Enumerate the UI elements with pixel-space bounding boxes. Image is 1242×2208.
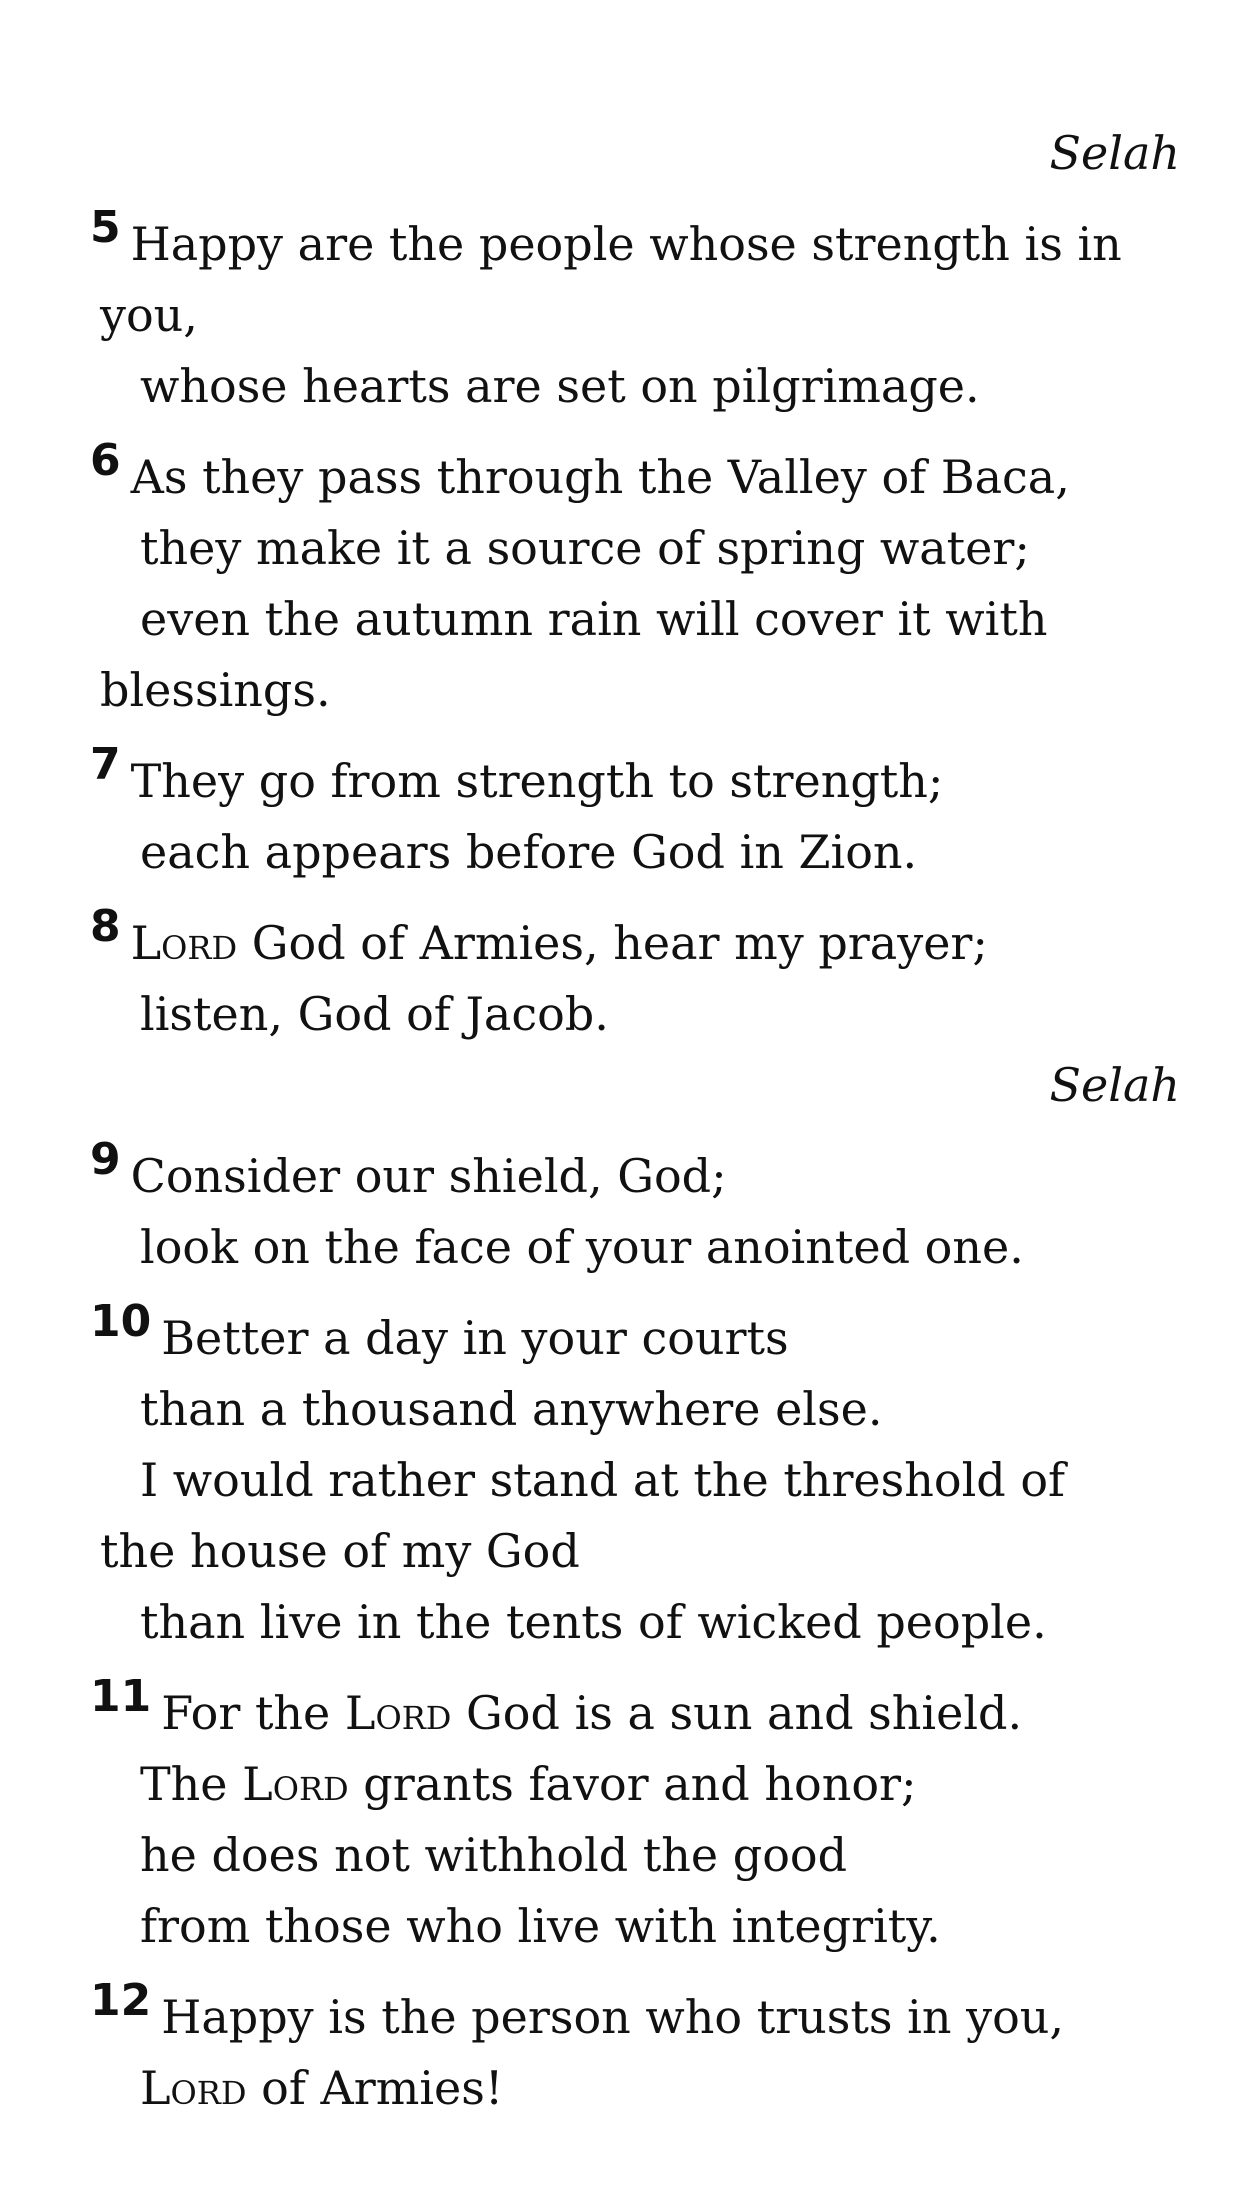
selah-middle: Selah	[1049, 1058, 1180, 1112]
verse-12-text-2: of Armies!	[246, 2061, 504, 2115]
verse-11-line-4: from those who live with integrity.	[140, 1899, 941, 1953]
lord-small-caps: Lord	[130, 916, 238, 970]
verse-11-text-2b: grants favor and honor;	[348, 1757, 917, 1811]
verse-number-9: 9	[90, 1134, 121, 1185]
verse-number-8: 8	[90, 901, 121, 952]
verse-number-10: 10	[90, 1296, 152, 1347]
verse-number-12: 12	[90, 1975, 152, 2026]
lord-small-caps: Lord	[242, 1757, 349, 1811]
verse-6-line-3b: blessings.	[100, 663, 331, 717]
verse-8-line-1	[90, 901, 1180, 979]
verse-12-line-1	[90, 1975, 1180, 2053]
verse-11-line-1	[90, 1671, 1180, 1749]
verse-11-text-1a: For the	[161, 1686, 345, 1740]
lord-small-caps: Lord	[140, 2061, 247, 2115]
verse-10-line-1	[90, 1296, 1180, 1374]
verse-5-text-1: Happy are the people whose strength is in	[130, 217, 1122, 271]
verse-7-line-2: each appears before God in Zion.	[140, 825, 918, 879]
verse-7-line-1	[90, 739, 1180, 817]
verse-number-7: 7	[90, 739, 121, 790]
verse-9-text-1: Consider our shield, God;	[130, 1149, 727, 1203]
verse-8-line-2: listen, God of Jacob.	[140, 987, 609, 1041]
verse-10-line-3: I would rather stand at the threshold of	[140, 1453, 1066, 1507]
verse-6-text-1: As they pass through the Valley of Baca,	[130, 450, 1070, 504]
verse-9-line-2: look on the face of your anointed one.	[140, 1220, 1024, 1274]
verse-5-line-2: whose hearts are set on pilgrimage.	[140, 359, 980, 413]
verse-11-text-2a: The	[140, 1757, 243, 1811]
verse-11-line-2	[90, 1749, 1180, 1820]
verse-10-line-2: than a thousand anywhere else.	[140, 1382, 883, 1436]
verse-7-text-1: They go from strength to strength;	[130, 754, 944, 808]
verse-10-line-3b: the house of my God	[100, 1524, 580, 1578]
psalm-text	[90, 118, 1180, 2124]
verse-11-text-1b: God is a sun and shield.	[451, 1686, 1023, 1740]
verse-number-5: 5	[90, 202, 121, 253]
verse-6-line-2: they make it a source of spring water;	[140, 521, 1030, 575]
verse-6-line-1	[90, 435, 1180, 513]
verse-number-6: 6	[90, 435, 121, 486]
verse-12-line-2	[90, 2053, 1180, 2124]
verse-10-text-1: Better a day in your courts	[161, 1311, 789, 1365]
verse-11-line-3: he does not withhold the good	[140, 1828, 848, 1882]
lord-small-caps: Lord	[344, 1686, 452, 1740]
verse-5-line-1b: you,	[100, 288, 198, 342]
verse-number-11: 11	[90, 1671, 152, 1722]
selah-top: Selah	[1049, 126, 1180, 180]
verse-12-text-1: Happy is the person who trusts in you,	[161, 1990, 1065, 2044]
verse-8-text-1: God of Armies, hear my prayer;	[237, 916, 988, 970]
verse-9-line-1	[90, 1134, 1180, 1212]
verse-10-line-4: than live in the tents of wicked people.	[140, 1595, 1047, 1649]
verse-5-line-1	[90, 202, 1180, 280]
verse-6-line-3: even the autumn rain will cover it with	[140, 592, 1048, 646]
